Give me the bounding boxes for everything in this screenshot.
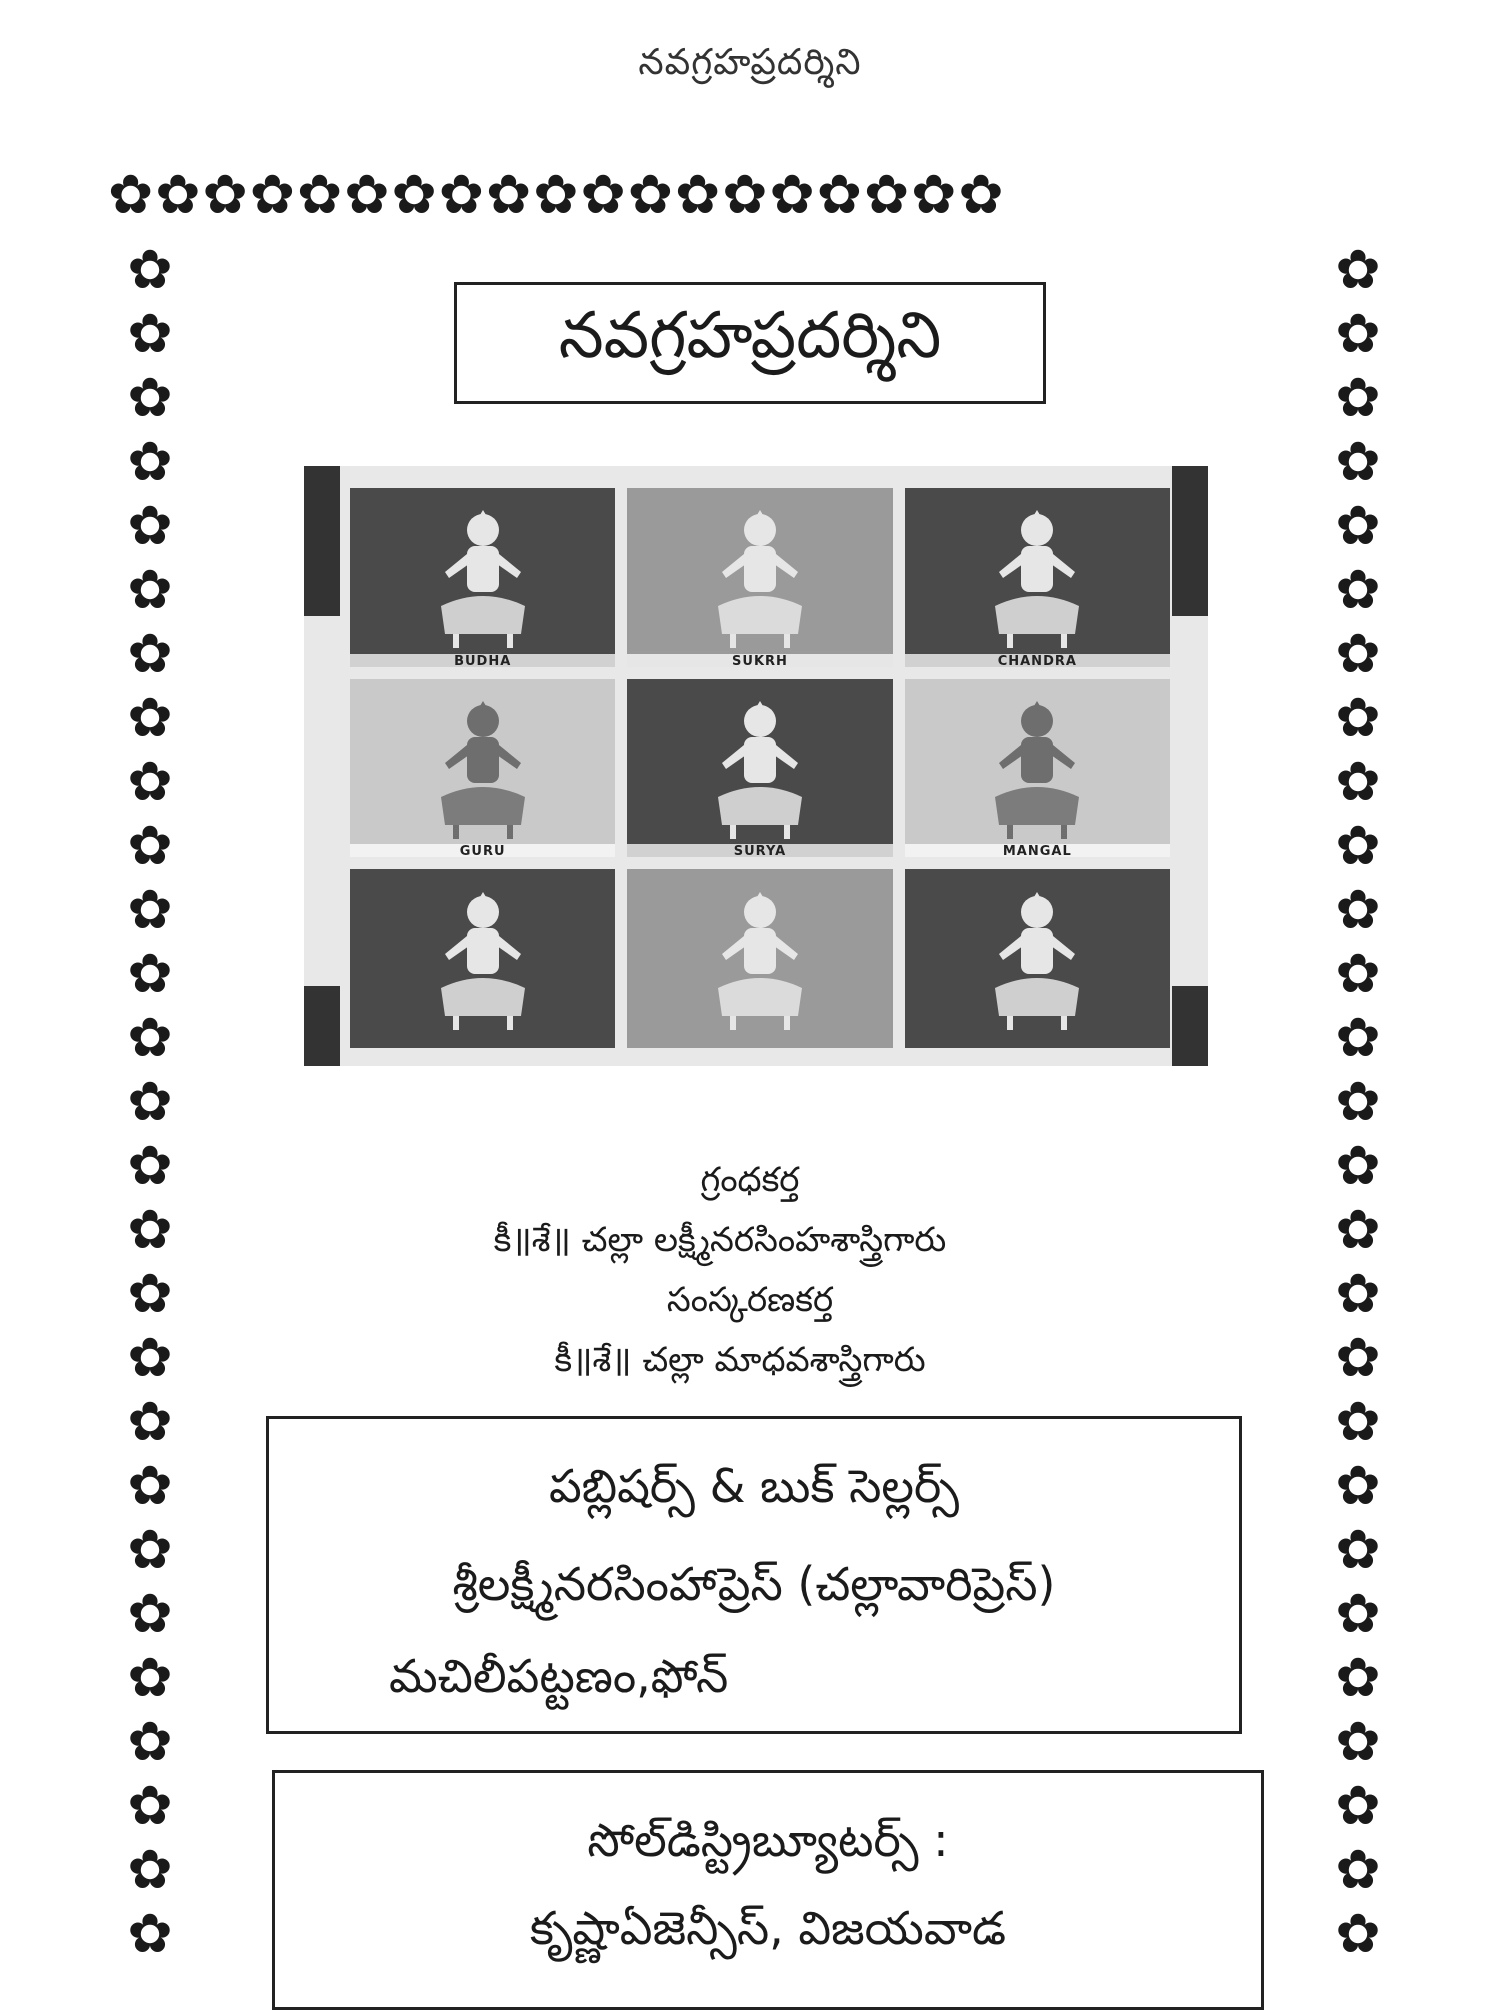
publisher-box <box>266 1416 1242 1734</box>
ornamental-border-top: ✿✿✿✿✿✿✿✿✿✿✿✿✿✿✿✿✿✿✿ <box>108 163 1006 226</box>
deity-figure-icon <box>423 502 543 652</box>
running-head: నవగ్రహప్రదర్శిని <box>638 42 862 83</box>
distributor-name: కృష్ణాఏజెన్సీస్, విజయవాడ <box>529 1901 1007 1955</box>
ornamental-border-left: ✿ ✿ ✿ ✿ ✿ ✿ ✿ ✿ ✿ ✿ ✿ ✿ ✿ ✿ ✿ ✿ ✿ ✿ ✿ ✿ ✿ ✿ ✿ ✿ ✿ ✿ ✿ <box>127 238 173 1965</box>
frame-corner <box>1172 986 1208 1066</box>
deity-figure-icon <box>423 693 543 843</box>
deity-tile <box>627 679 892 858</box>
author-role: గ్రంధకర్త <box>700 1160 800 1200</box>
editor-role: సంస్కరణకర్త <box>666 1280 834 1320</box>
deity-label: GURU <box>350 844 615 857</box>
deity-tile <box>627 869 892 1048</box>
deity-figure-icon <box>700 693 820 843</box>
deity-figure-icon <box>423 884 543 1034</box>
credits-block <box>0 1150 1500 1390</box>
distributor-box <box>272 1770 1264 2010</box>
deity-grid <box>350 488 1170 1048</box>
title-box <box>454 282 1046 404</box>
distributor-heading: సోల్‌డిస్ట్రిబ్యూటర్స్ : <box>587 1813 949 1867</box>
publisher-address: మచిలీపట్టణం,ఫోన్ <box>389 1649 729 1703</box>
publisher-heading: పబ్లిషర్స్ & బుక్ సెల్లర్స్ <box>548 1459 960 1513</box>
deity-figure-icon <box>700 884 820 1034</box>
author-name: కీ॥శే॥ చల్లా లక్ష్మీనరసింహశాస్త్రిగారు <box>493 1220 947 1260</box>
deity-label: CHANDRA <box>905 654 1170 667</box>
deity-tile <box>350 488 615 667</box>
deity-tile <box>905 488 1170 667</box>
frame-corner <box>1172 466 1208 616</box>
editor-name: కీ॥శే॥ చల్లా మాధవశాస్త్రిగారు <box>554 1340 926 1380</box>
frame-corner <box>304 986 340 1066</box>
deity-tile <box>905 869 1170 1048</box>
deity-tile <box>350 679 615 858</box>
publisher-name: శ్రీలక్ష్మీనరసింహాప్రెస్ (చల్లావారిప్రెస్) <box>452 1557 1056 1611</box>
deity-figure-icon <box>977 502 1097 652</box>
deity-label: BUDHA <box>350 654 615 667</box>
deity-label: SUKRH <box>627 654 892 667</box>
deity-figure-icon <box>700 502 820 652</box>
deity-figure-icon <box>977 693 1097 843</box>
deity-tile <box>905 679 1170 858</box>
deity-label: SURYA <box>627 844 892 857</box>
navagraha-photo <box>304 466 1208 1066</box>
deity-tile <box>350 869 615 1048</box>
deity-figure-icon <box>977 884 1097 1034</box>
deity-label: MANGAL <box>905 844 1170 857</box>
deity-tile <box>627 488 892 667</box>
page-title: నవగ్రహప్రదర్శిని <box>558 298 942 373</box>
ornamental-border-right: ✿ ✿ ✿ ✿ ✿ ✿ ✿ ✿ ✿ ✿ ✿ ✿ ✿ ✿ ✿ ✿ ✿ ✿ ✿ ✿ ✿ ✿ ✿ ✿ ✿ ✿ ✿ <box>1335 238 1381 1965</box>
frame-corner <box>304 466 340 616</box>
